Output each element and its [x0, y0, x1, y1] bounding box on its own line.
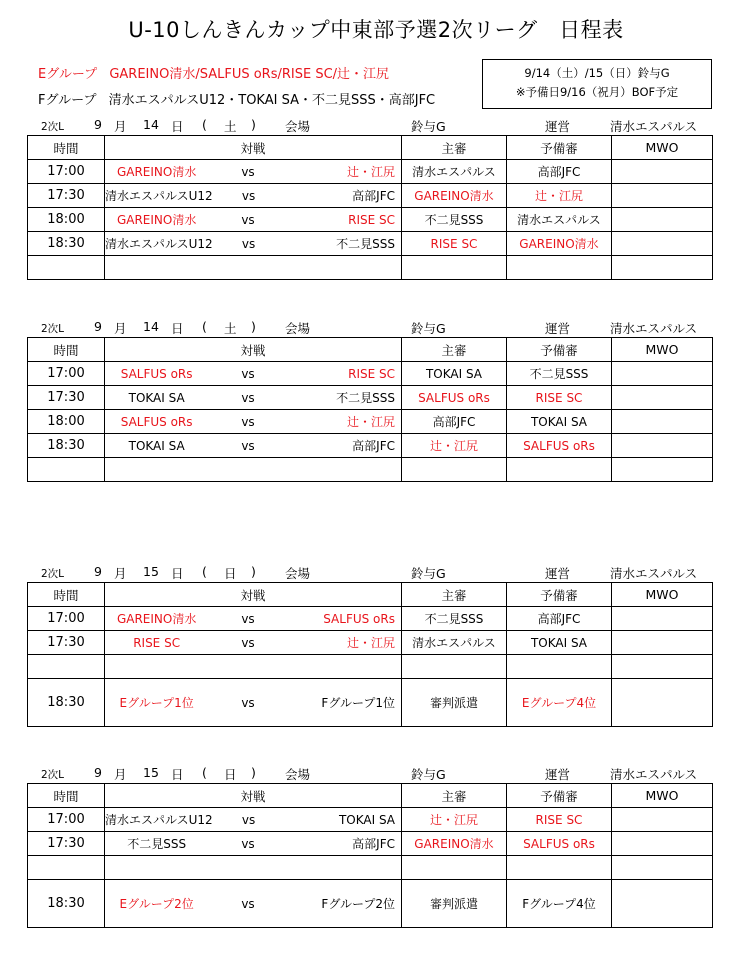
match-cell: [105, 607, 402, 631]
date-day-unit: 日: [171, 566, 184, 581]
referee-cell: 審判派遣: [402, 880, 507, 928]
section-header: [27, 562, 713, 582]
mwo-cell: [612, 880, 713, 928]
mwo-cell: [612, 410, 713, 434]
match-time: 17:00: [28, 160, 105, 184]
round-label: 2次L: [41, 323, 65, 335]
table-row: [28, 808, 713, 832]
reserve-cell: 辻・江尻: [507, 184, 612, 208]
mwo-cell: [612, 208, 713, 232]
header-match: 対戦: [105, 784, 402, 808]
schedule-note-box: [482, 59, 712, 109]
round-label: 2次L: [41, 121, 65, 133]
schedule-section-4: [27, 763, 713, 928]
empty-cell: [402, 458, 507, 482]
away-team: RISE SC: [348, 212, 395, 227]
mwo-cell: [612, 386, 713, 410]
date-day: 15: [143, 564, 159, 579]
header-match: 対戦: [105, 338, 402, 362]
match-cell: [105, 679, 402, 727]
empty-cell: [612, 458, 713, 482]
venue-name: 鈴与G: [411, 767, 446, 782]
schedule-section-3: [27, 562, 713, 727]
venue-name: 鈴与G: [411, 321, 446, 336]
note-dates: 9/14（土）/15（日）鈴与G: [524, 66, 670, 80]
organizer-name: 清水エスパルス: [610, 566, 698, 581]
vs-label: vs: [241, 812, 256, 827]
table-header-row: [28, 136, 713, 160]
empty-row: [28, 458, 713, 482]
referee-cell: 不二見SSS: [402, 607, 507, 631]
match-time: 17:00: [28, 607, 105, 631]
date-weekday: 日: [224, 566, 237, 581]
match-cell: [105, 808, 402, 832]
referee-cell: SALFUS oRs: [402, 386, 507, 410]
match-cell: [105, 386, 402, 410]
table-header-row: [28, 338, 713, 362]
vs-label: vs: [241, 695, 255, 710]
vs-label: vs: [241, 438, 255, 453]
paren-close: ): [251, 765, 256, 780]
away-team: 高部JFC: [352, 439, 395, 453]
round-label: 2次L: [41, 769, 65, 781]
schedule-table: [27, 582, 713, 727]
reserve-cell: SALFUS oRs: [507, 832, 612, 856]
empty-cell: [507, 458, 612, 482]
referee-cell: GAREINO清水: [402, 184, 507, 208]
away-team: 高部JFC: [352, 837, 395, 851]
mwo-cell: [612, 160, 713, 184]
match-time: 18:30: [28, 232, 105, 256]
reserve-cell: RISE SC: [507, 386, 612, 410]
home-team: GAREINO清水: [116, 612, 197, 626]
section-header: [27, 763, 713, 783]
empty-cell: [612, 856, 713, 880]
schedule-section-2: [27, 317, 713, 482]
header-reserve: 予備審: [507, 583, 612, 607]
match-time: 17:00: [28, 808, 105, 832]
home-team: GAREINO清水: [116, 165, 197, 179]
header-time: 時間: [28, 136, 105, 160]
table-row: [28, 184, 713, 208]
away-team: 辻・江尻: [346, 636, 395, 650]
date-weekday: 土: [224, 321, 237, 336]
reserve-cell: Fグループ4位: [507, 880, 612, 928]
date-month-unit: 月: [114, 566, 127, 581]
paren-close: ): [251, 564, 256, 579]
referee-cell: 辻・江尻: [402, 808, 507, 832]
note-reserve-day: ※予備日9/16（祝月）BOF予定: [515, 85, 679, 99]
mwo-cell: [612, 679, 713, 727]
away-team: 不二見SSS: [336, 391, 395, 405]
header-referee: 主審: [402, 338, 507, 362]
mwo-cell: [612, 607, 713, 631]
group-e-teams: GAREINO清水/SALFUS oRs/RISE SC/辻・江尻: [109, 67, 390, 82]
table-row: [28, 631, 713, 655]
vs-label: vs: [241, 236, 256, 251]
venue-name: 鈴与G: [411, 119, 446, 134]
referee-cell: 不二見SSS: [402, 208, 507, 232]
mwo-cell: [612, 808, 713, 832]
away-team: TOKAI SA: [338, 812, 395, 827]
round-label: 2次L: [41, 568, 65, 580]
empty-cell: [105, 458, 402, 482]
referee-cell: TOKAI SA: [402, 362, 507, 386]
paren-close: ): [251, 117, 256, 132]
table-row: [28, 410, 713, 434]
table-row: [28, 607, 713, 631]
empty-cell: [612, 655, 713, 679]
venue-label: 会場: [285, 321, 311, 336]
paren-open: (: [202, 117, 207, 132]
reserve-cell: 清水エスパルス: [507, 208, 612, 232]
reserve-cell: Eグループ4位: [507, 679, 612, 727]
header-match: 対戦: [105, 136, 402, 160]
home-team: Eグループ1位: [119, 696, 194, 710]
home-team: TOKAI SA: [128, 390, 185, 405]
home-team: SALFUS oRs: [120, 366, 193, 381]
organizer-label: 運営: [545, 321, 571, 336]
away-team: Fグループ2位: [321, 897, 395, 911]
venue-label: 会場: [285, 566, 311, 581]
home-team: SALFUS oRs: [120, 414, 193, 429]
empty-cell: [105, 256, 402, 280]
empty-cell: [612, 256, 713, 280]
reserve-cell: TOKAI SA: [507, 410, 612, 434]
reserve-cell: TOKAI SA: [507, 631, 612, 655]
table-header-row: [28, 784, 713, 808]
venue-label: 会場: [285, 767, 311, 782]
table-row: [28, 434, 713, 458]
match-cell: [105, 160, 402, 184]
date-month-unit: 月: [114, 119, 127, 134]
vs-label: vs: [241, 390, 255, 405]
away-team: 高部JFC: [352, 189, 395, 203]
table-row: [28, 160, 713, 184]
paren-open: (: [202, 765, 207, 780]
away-team: Fグループ1位: [321, 696, 395, 710]
match-time: 18:00: [28, 208, 105, 232]
empty-cell: [28, 458, 105, 482]
venue-name: 鈴与G: [411, 566, 446, 581]
paren-open: (: [202, 564, 207, 579]
empty-cell: [28, 655, 105, 679]
reserve-cell: GAREINO清水: [507, 232, 612, 256]
reserve-cell: 高部JFC: [507, 160, 612, 184]
table-row: [28, 362, 713, 386]
table-row: [28, 232, 713, 256]
mwo-cell: [612, 232, 713, 256]
match-time: 18:30: [28, 679, 105, 727]
group-f-label: Fグループ: [38, 93, 97, 108]
match-time: 17:30: [28, 631, 105, 655]
empty-cell: [105, 655, 402, 679]
date-weekday: 日: [224, 767, 237, 782]
empty-cell: [402, 655, 507, 679]
table-row: [28, 832, 713, 856]
empty-cell: [507, 856, 612, 880]
vs-label: vs: [241, 188, 256, 203]
venue-label: 会場: [285, 119, 311, 134]
referee-cell: 清水エスパルス: [402, 631, 507, 655]
mwo-cell: [612, 832, 713, 856]
date-weekday: 土: [224, 119, 237, 134]
vs-label: vs: [241, 635, 255, 650]
referee-cell: GAREINO清水: [402, 832, 507, 856]
date-day-unit: 日: [171, 119, 184, 134]
organizer-label: 運営: [545, 119, 571, 134]
vs-label: vs: [241, 836, 255, 851]
date-day-unit: 日: [171, 767, 184, 782]
header-match: 対戦: [105, 583, 402, 607]
header-time: 時間: [28, 338, 105, 362]
referee-cell: 高部JFC: [402, 410, 507, 434]
match-time: 17:30: [28, 832, 105, 856]
header-reserve: 予備審: [507, 136, 612, 160]
schedule-table: [27, 783, 713, 928]
match-cell: [105, 631, 402, 655]
header-mwo: MWO: [612, 583, 713, 607]
vs-label: vs: [241, 896, 255, 911]
mwo-cell: [612, 184, 713, 208]
empty-row: [28, 256, 713, 280]
match-cell: [105, 410, 402, 434]
match-cell: [105, 880, 402, 928]
reserve-cell: RISE SC: [507, 808, 612, 832]
reserve-cell: 高部JFC: [507, 607, 612, 631]
mwo-cell: [612, 362, 713, 386]
header-reserve: 予備審: [507, 338, 612, 362]
vs-label: vs: [241, 212, 255, 227]
date-month-unit: 月: [114, 767, 127, 782]
away-team: RISE SC: [348, 366, 395, 381]
empty-row: [28, 856, 713, 880]
table-row: [28, 880, 713, 928]
away-team: 辻・江尻: [346, 415, 395, 429]
match-cell: [105, 232, 402, 256]
empty-cell: [28, 856, 105, 880]
empty-row: [28, 655, 713, 679]
header-referee: 主審: [402, 583, 507, 607]
header-time: 時間: [28, 784, 105, 808]
mwo-cell: [612, 434, 713, 458]
schedule-section-1: [27, 115, 713, 280]
organizer-name: 清水エスパルス: [610, 321, 698, 336]
match-time: 17:30: [28, 184, 105, 208]
away-team: SALFUS oRs: [323, 611, 395, 626]
group-f-line: [38, 89, 435, 108]
date-month: 9: [94, 117, 102, 132]
home-team: Eグループ2位: [119, 897, 194, 911]
date-month: 9: [94, 319, 102, 334]
header-mwo: MWO: [612, 784, 713, 808]
header-time: 時間: [28, 583, 105, 607]
home-team: TOKAI SA: [128, 438, 185, 453]
section-header: [27, 317, 713, 337]
away-team: 辻・江尻: [346, 165, 395, 179]
empty-cell: [402, 256, 507, 280]
section-header: [27, 115, 713, 135]
match-cell: [105, 184, 402, 208]
match-cell: [105, 832, 402, 856]
group-f-teams: 清水エスパルスU12・TOKAI SA・不二見SSS・高部JFC: [108, 93, 436, 108]
vs-label: vs: [241, 164, 255, 179]
empty-cell: [507, 256, 612, 280]
away-team: 不二見SSS: [336, 237, 395, 251]
organizer-label: 運営: [545, 566, 571, 581]
empty-cell: [507, 655, 612, 679]
organizer-name: 清水エスパルス: [610, 767, 698, 782]
group-e-line: [38, 63, 389, 82]
home-team: 清水エスパルスU12: [105, 189, 213, 203]
home-team: RISE SC: [133, 635, 181, 650]
page-title: U-10しんきんカップ中東部予選2次リーグ 日程表: [128, 18, 624, 42]
organizer-label: 運営: [545, 767, 571, 782]
reserve-cell: 不二見SSS: [507, 362, 612, 386]
date-month-unit: 月: [114, 321, 127, 336]
mwo-cell: [612, 631, 713, 655]
paren-close: ): [251, 319, 256, 334]
header-mwo: MWO: [612, 338, 713, 362]
table-row: [28, 386, 713, 410]
header-referee: 主審: [402, 136, 507, 160]
home-team: 清水エスパルスU12: [105, 237, 213, 251]
vs-label: vs: [241, 611, 255, 626]
home-team: 清水エスパルスU12: [105, 813, 213, 827]
match-time: 18:30: [28, 434, 105, 458]
vs-label: vs: [241, 414, 255, 429]
schedule-table: [27, 337, 713, 482]
table-header-row: [28, 583, 713, 607]
match-cell: [105, 434, 402, 458]
home-team: 不二見SSS: [127, 837, 187, 851]
referee-cell: RISE SC: [402, 232, 507, 256]
referee-cell: 辻・江尻: [402, 434, 507, 458]
match-cell: [105, 208, 402, 232]
header-mwo: MWO: [612, 136, 713, 160]
date-month: 9: [94, 765, 102, 780]
date-day: 15: [143, 765, 159, 780]
reserve-cell: SALFUS oRs: [507, 434, 612, 458]
referee-cell: 清水エスパルス: [402, 160, 507, 184]
match-time: 18:00: [28, 410, 105, 434]
empty-cell: [28, 256, 105, 280]
header-referee: 主審: [402, 784, 507, 808]
paren-open: (: [202, 319, 207, 334]
empty-cell: [402, 856, 507, 880]
table-row: [28, 679, 713, 727]
date-month: 9: [94, 564, 102, 579]
match-time: 17:30: [28, 386, 105, 410]
referee-cell: 審判派遣: [402, 679, 507, 727]
vs-label: vs: [241, 366, 255, 381]
table-row: [28, 208, 713, 232]
date-day: 14: [143, 319, 159, 334]
schedule-table: [27, 135, 713, 280]
organizer-name: 清水エスパルス: [610, 119, 698, 134]
group-e-label: Eグループ: [38, 67, 98, 82]
header-reserve: 予備審: [507, 784, 612, 808]
date-day: 14: [143, 117, 159, 132]
match-cell: [105, 362, 402, 386]
date-day-unit: 日: [171, 321, 184, 336]
empty-cell: [105, 856, 402, 880]
match-time: 17:00: [28, 362, 105, 386]
match-time: 18:30: [28, 880, 105, 928]
home-team: GAREINO清水: [116, 213, 197, 227]
